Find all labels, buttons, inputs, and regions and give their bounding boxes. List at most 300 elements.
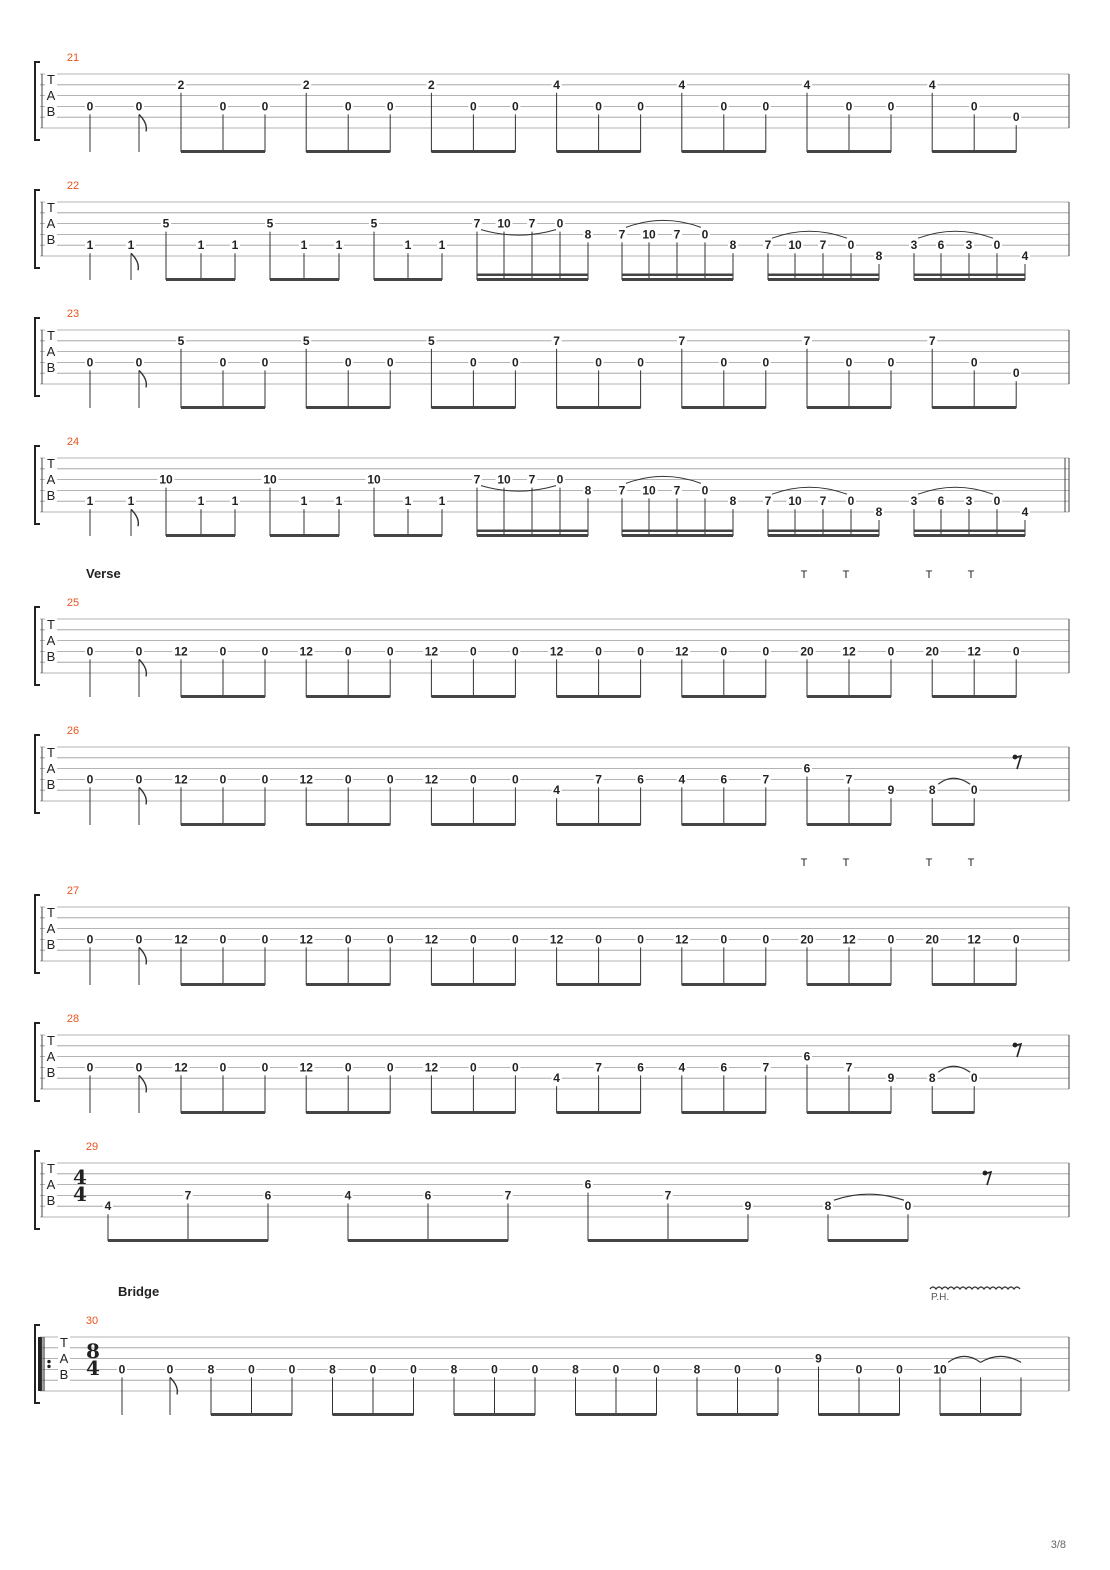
fret-number: 1 xyxy=(86,238,94,253)
fret-number: 20 xyxy=(800,644,814,659)
fret-number: 12 xyxy=(424,772,439,787)
fret-number: 0 xyxy=(470,772,477,787)
beam xyxy=(682,695,766,698)
beam-secondary xyxy=(768,530,879,533)
fret-number: 0 xyxy=(847,494,855,509)
fret-number: 0 xyxy=(1012,110,1020,125)
fret-number: 12 xyxy=(967,644,981,659)
fret-number: 0 xyxy=(219,932,227,947)
fret-number: 12 xyxy=(299,932,313,947)
tab-clef-a: A xyxy=(46,761,56,776)
beam xyxy=(108,1239,268,1242)
beam-secondary xyxy=(477,530,588,533)
fret-number: 0 xyxy=(637,932,644,947)
beam xyxy=(768,534,879,537)
fret-number: 0 xyxy=(288,1362,296,1377)
fret-number: 8 xyxy=(693,1362,701,1377)
fret-number: 10 xyxy=(497,216,511,231)
tab-clef-a: A xyxy=(46,216,56,231)
tab-clef-a: A xyxy=(46,921,56,936)
fret-number: 0 xyxy=(344,644,352,659)
beam xyxy=(940,1413,1021,1416)
beam xyxy=(270,278,339,281)
fret-number: 0 xyxy=(556,216,564,231)
fret-number: 4 xyxy=(104,1199,112,1214)
tab-clef-t: T xyxy=(47,328,55,343)
fret-number: 0 xyxy=(386,644,394,659)
tab-system-23 xyxy=(35,308,1069,409)
fret-number: 10 xyxy=(933,1362,947,1377)
fret-number: 1 xyxy=(231,238,239,253)
fret-number: 7 xyxy=(595,772,602,787)
fret-number: 12 xyxy=(174,932,188,947)
beam xyxy=(431,1111,515,1114)
fret-number: 1 xyxy=(404,494,412,509)
fret-number: 2 xyxy=(177,77,185,92)
tap-marker: T xyxy=(967,569,975,581)
fret-number: 8 xyxy=(729,494,737,509)
beam xyxy=(333,1413,414,1416)
system-bracket xyxy=(35,735,40,813)
fret-number: 10 xyxy=(642,227,656,242)
fret-number: 6 xyxy=(637,1060,644,1075)
time-sig-top: 4 xyxy=(73,1165,87,1189)
fret-number: 0 xyxy=(219,644,227,659)
beam xyxy=(557,150,641,153)
fret-number: 0 xyxy=(470,355,477,370)
tap-marker: T xyxy=(925,857,933,869)
fret-number: 0 xyxy=(512,932,519,947)
tab-clef-t: T xyxy=(47,200,55,215)
fret-number: 0 xyxy=(970,783,978,798)
fret-number: 0 xyxy=(887,99,895,114)
fret-number: 8 xyxy=(875,249,883,263)
fret-number: 1 xyxy=(404,238,412,253)
fret-number: 0 xyxy=(261,932,269,947)
fret-number: 0 xyxy=(219,355,227,370)
beam xyxy=(306,823,390,826)
fret-number: 0 xyxy=(720,644,728,659)
fret-number: 20 xyxy=(800,932,814,947)
fret-number: 8 xyxy=(928,1071,936,1086)
fret-number: 4 xyxy=(678,772,686,787)
fret-number: 8 xyxy=(584,227,592,242)
fret-number: 1 xyxy=(86,494,94,509)
tap-marker: T xyxy=(842,857,850,869)
tap-marker: T xyxy=(925,569,933,581)
fret-number: 7 xyxy=(845,772,853,787)
beam-secondary xyxy=(477,274,588,277)
tab-clef-b: B xyxy=(46,777,56,792)
fret-number: 10 xyxy=(788,238,802,253)
fret-number: 0 xyxy=(86,772,94,787)
fret-number: 0 xyxy=(774,1362,782,1377)
fret-number: 0 xyxy=(166,1362,174,1377)
fret-number: 1 xyxy=(335,494,343,509)
fret-number: 1 xyxy=(197,494,205,509)
fret-number: 7 xyxy=(764,494,772,509)
fret-number: 12 xyxy=(299,1060,313,1075)
fret-number: 7 xyxy=(673,227,681,242)
time-sig-top: 8 xyxy=(86,1339,100,1363)
fret-number: 3 xyxy=(965,238,973,253)
fret-number: 7 xyxy=(762,1060,770,1075)
fret-number: 0 xyxy=(887,932,895,947)
tab-clef-t: T xyxy=(47,745,55,760)
fret-number: 0 xyxy=(86,644,94,659)
fret-number: 6 xyxy=(803,1049,811,1064)
fret-number: 0 xyxy=(344,99,352,114)
beam xyxy=(431,983,515,986)
tab-clef-t: T xyxy=(47,72,55,87)
fret-number: 0 xyxy=(135,1060,143,1075)
tab-clef-b: B xyxy=(46,232,56,247)
beam xyxy=(181,406,265,409)
beam xyxy=(181,983,265,986)
fret-number: 4 xyxy=(803,77,811,92)
fret-number: 0 xyxy=(261,772,269,787)
beam xyxy=(557,406,641,409)
fret-number: 4 xyxy=(553,1071,560,1086)
tab-system-27 xyxy=(35,857,1069,986)
fret-number: 7 xyxy=(803,333,811,348)
fret-number: 0 xyxy=(344,355,352,370)
fret-number: 0 xyxy=(344,1060,352,1075)
fret-number: 0 xyxy=(595,932,602,947)
fret-number: 5 xyxy=(162,216,170,231)
fret-number: 0 xyxy=(1012,366,1020,381)
system-bracket xyxy=(35,318,40,396)
beam xyxy=(431,406,515,409)
fret-number: 0 xyxy=(734,1362,741,1377)
fret-number: 0 xyxy=(847,238,855,253)
beam xyxy=(807,406,891,409)
fret-number: 12 xyxy=(842,932,856,947)
fret-number: 0 xyxy=(386,772,394,787)
fret-number: 0 xyxy=(344,932,352,947)
fret-number: 0 xyxy=(135,932,143,947)
tab-clef-t: T xyxy=(60,1335,68,1350)
fret-number: 12 xyxy=(299,644,313,659)
fret-number: 0 xyxy=(845,355,853,370)
beam xyxy=(166,278,235,281)
fret-number: 0 xyxy=(531,1362,539,1377)
tab-clef-a: A xyxy=(46,1049,56,1064)
fret-number: 0 xyxy=(470,1060,477,1075)
beam xyxy=(682,1111,766,1114)
beam xyxy=(557,823,641,826)
beam xyxy=(588,1239,748,1242)
fret-number: 0 xyxy=(369,1362,377,1377)
fret-number: 0 xyxy=(86,932,94,947)
fret-number: 7 xyxy=(553,333,560,348)
beam xyxy=(166,534,235,537)
beam xyxy=(557,695,641,698)
fret-number: 7 xyxy=(528,472,536,487)
fret-number: 0 xyxy=(720,355,728,370)
fret-number: 0 xyxy=(386,932,394,947)
fret-number: 7 xyxy=(673,483,681,498)
fret-number: 7 xyxy=(504,1188,512,1203)
fret-number: 5 xyxy=(428,333,435,348)
system-bracket xyxy=(35,1151,40,1229)
system-bracket xyxy=(35,190,40,268)
fret-number: 0 xyxy=(612,1362,620,1377)
beam xyxy=(181,1111,265,1114)
fret-number: 7 xyxy=(764,238,772,253)
fret-number: 7 xyxy=(184,1188,192,1203)
fret-number: 10 xyxy=(159,472,173,487)
fret-number: 12 xyxy=(424,644,439,659)
measure-number: 26 xyxy=(66,725,80,737)
fret-number: 9 xyxy=(887,783,895,798)
fret-number: 0 xyxy=(904,1199,912,1214)
fret-number: 0 xyxy=(470,644,477,659)
tab-clef-b: B xyxy=(46,649,56,664)
tab-system-22 xyxy=(35,180,1069,281)
beam xyxy=(807,1111,891,1114)
measure-number: 27 xyxy=(66,885,80,897)
fret-number: 1 xyxy=(197,238,205,253)
measure-number: 25 xyxy=(66,597,80,609)
fret-number: 0 xyxy=(386,99,394,114)
beam xyxy=(932,823,974,826)
fret-number: 20 xyxy=(925,644,939,659)
fret-number: 7 xyxy=(618,227,626,242)
tab-clef-t: T xyxy=(47,905,55,920)
system-bracket xyxy=(35,62,40,140)
tab-clef-a: A xyxy=(46,633,56,648)
fret-number: 10 xyxy=(367,472,381,487)
fret-number: 0 xyxy=(470,99,477,114)
fret-number: 1 xyxy=(127,238,135,253)
tab-clef-a: A xyxy=(59,1351,69,1366)
tie xyxy=(981,1356,1022,1362)
tab-system-28 xyxy=(35,1013,1069,1114)
time-sig-bottom: 4 xyxy=(86,1356,100,1380)
fret-number: 0 xyxy=(701,483,709,498)
tab-system-26 xyxy=(35,725,1069,826)
beam xyxy=(181,695,265,698)
fret-number: 8 xyxy=(329,1362,336,1377)
tab-clef-b: B xyxy=(59,1367,69,1382)
repeat-dot xyxy=(47,1360,50,1363)
beam xyxy=(270,534,339,537)
fret-number: 0 xyxy=(261,1060,269,1075)
beam xyxy=(768,278,879,281)
fret-number: 1 xyxy=(438,238,446,253)
tap-marker: T xyxy=(800,857,808,869)
fret-number: 0 xyxy=(762,355,770,370)
section-label: Bridge xyxy=(118,1284,160,1299)
measure-number: 24 xyxy=(66,436,80,448)
fret-number: 0 xyxy=(637,99,644,114)
fret-number: 0 xyxy=(970,1071,978,1086)
page-number: 3/8 xyxy=(1050,1539,1066,1551)
fret-number: 0 xyxy=(386,355,394,370)
fret-number: 0 xyxy=(887,644,895,659)
fret-number: 1 xyxy=(231,494,239,509)
fret-number: 0 xyxy=(410,1362,417,1377)
fret-number: 10 xyxy=(263,472,277,487)
fret-number: 0 xyxy=(762,644,770,659)
fret-number: 5 xyxy=(370,216,378,231)
fret-number: 2 xyxy=(428,77,435,92)
fret-number: 7 xyxy=(595,1060,602,1075)
fret-number: 0 xyxy=(470,932,477,947)
fret-number: 6 xyxy=(584,1177,592,1192)
fret-number: 7 xyxy=(819,494,827,509)
fret-number: 0 xyxy=(512,99,519,114)
fret-number: 6 xyxy=(264,1188,272,1203)
fret-number: 5 xyxy=(177,333,185,348)
fret-number: 6 xyxy=(424,1188,432,1203)
fret-number: 0 xyxy=(261,644,269,659)
fret-number: 6 xyxy=(720,1060,728,1075)
fret-number: 8 xyxy=(572,1362,579,1377)
fret-number: 0 xyxy=(896,1362,903,1377)
beam xyxy=(211,1413,292,1416)
beam xyxy=(431,150,515,153)
fret-number: 10 xyxy=(788,494,802,509)
fret-number: 12 xyxy=(549,644,564,659)
fret-number: 4 xyxy=(344,1188,352,1203)
fret-number: 4 xyxy=(678,1060,686,1075)
fret-number: 5 xyxy=(302,333,310,348)
beam xyxy=(374,278,442,281)
fret-number: 20 xyxy=(925,932,939,947)
measure-number: 29 xyxy=(85,1141,99,1153)
tab-system-24 xyxy=(35,436,1069,537)
fret-number: 0 xyxy=(595,99,602,114)
beam xyxy=(306,406,390,409)
fret-number: 0 xyxy=(86,1060,94,1075)
fret-number: 3 xyxy=(910,494,918,509)
tab-clef-b: B xyxy=(46,104,56,119)
beam xyxy=(454,1413,535,1416)
fret-number: 7 xyxy=(664,1188,672,1203)
fret-number: 0 xyxy=(491,1362,498,1377)
beam xyxy=(914,534,1025,537)
fret-number: 0 xyxy=(556,472,564,487)
fret-number: 8 xyxy=(928,783,936,798)
fret-number: 0 xyxy=(261,99,269,114)
tab-clef-t: T xyxy=(47,617,55,632)
pinch-harmonic-label: P.H. xyxy=(931,1292,950,1303)
fret-number: 0 xyxy=(993,494,1001,509)
beam xyxy=(306,983,390,986)
fret-number: 0 xyxy=(701,227,709,242)
fret-number: 3 xyxy=(910,238,918,253)
fret-number: 7 xyxy=(528,216,536,231)
tap-marker: T xyxy=(842,569,850,581)
fret-number: 6 xyxy=(937,238,945,253)
fret-number: 0 xyxy=(219,1060,227,1075)
beam-secondary xyxy=(768,274,879,277)
tab-system-25 xyxy=(35,566,1069,698)
tab-clef-b: B xyxy=(46,1193,56,1208)
fret-number: 2 xyxy=(302,77,310,92)
fret-number: 0 xyxy=(653,1362,660,1377)
fret-number: 0 xyxy=(219,772,227,787)
fret-number: 0 xyxy=(135,355,143,370)
fret-number: 7 xyxy=(473,472,481,487)
repeat-dot xyxy=(47,1365,50,1368)
time-sig-bottom: 4 xyxy=(73,1182,87,1206)
fret-number: 7 xyxy=(678,333,686,348)
fret-number: 12 xyxy=(424,1060,439,1075)
fret-number: 0 xyxy=(248,1362,255,1377)
beam xyxy=(932,406,1016,409)
fret-number: 0 xyxy=(993,238,1001,253)
fret-number: 8 xyxy=(450,1362,458,1377)
fret-number: 4 xyxy=(678,77,686,92)
beam xyxy=(622,278,733,281)
beam xyxy=(932,1111,974,1114)
tab-clef-t: T xyxy=(47,456,55,471)
fret-number: 12 xyxy=(174,644,188,659)
fret-number: 0 xyxy=(135,644,143,659)
fret-number: 0 xyxy=(135,99,143,114)
beam xyxy=(914,278,1025,281)
fret-number: 0 xyxy=(386,1060,394,1075)
fret-number: 0 xyxy=(970,99,978,114)
fret-number: 0 xyxy=(637,355,644,370)
tab-clef-t: T xyxy=(47,1033,55,1048)
fret-number: 4 xyxy=(553,77,560,92)
fret-number: 8 xyxy=(207,1362,215,1377)
fret-number: 12 xyxy=(299,772,313,787)
beam xyxy=(828,1239,908,1242)
tab-clef-b: B xyxy=(46,937,56,952)
measure-number: 22 xyxy=(66,180,80,192)
fret-number: 0 xyxy=(970,355,978,370)
beam xyxy=(807,695,891,698)
fret-number: 5 xyxy=(266,216,274,231)
tab-clef-b: B xyxy=(46,488,56,503)
beam xyxy=(477,534,588,537)
fret-number: 7 xyxy=(845,1060,853,1075)
system-bracket xyxy=(35,1023,40,1101)
tap-marker: T xyxy=(800,569,808,581)
beam xyxy=(557,983,641,986)
fret-number: 6 xyxy=(637,772,644,787)
fret-number: 0 xyxy=(344,772,352,787)
fret-number: 8 xyxy=(584,483,592,498)
fret-number: 0 xyxy=(845,99,853,114)
beam xyxy=(932,983,1016,986)
fret-number: 0 xyxy=(1012,644,1020,659)
fret-number: 0 xyxy=(86,355,94,370)
fret-number: 1 xyxy=(127,494,135,509)
fret-number: 7 xyxy=(928,333,936,348)
measure-number: 21 xyxy=(66,52,80,64)
fret-number: 0 xyxy=(135,772,143,787)
fret-number: 12 xyxy=(675,932,689,947)
tie xyxy=(948,1356,981,1362)
beam xyxy=(682,983,766,986)
beam xyxy=(431,823,515,826)
fret-number: 12 xyxy=(842,644,856,659)
beam xyxy=(181,823,265,826)
repeat-thick-bar xyxy=(38,1337,42,1391)
beam xyxy=(306,695,390,698)
fret-number: 0 xyxy=(118,1362,126,1377)
fret-number: 4 xyxy=(1021,505,1029,519)
beam-secondary xyxy=(914,274,1025,277)
fret-number: 0 xyxy=(512,644,519,659)
fret-number: 6 xyxy=(803,761,811,776)
